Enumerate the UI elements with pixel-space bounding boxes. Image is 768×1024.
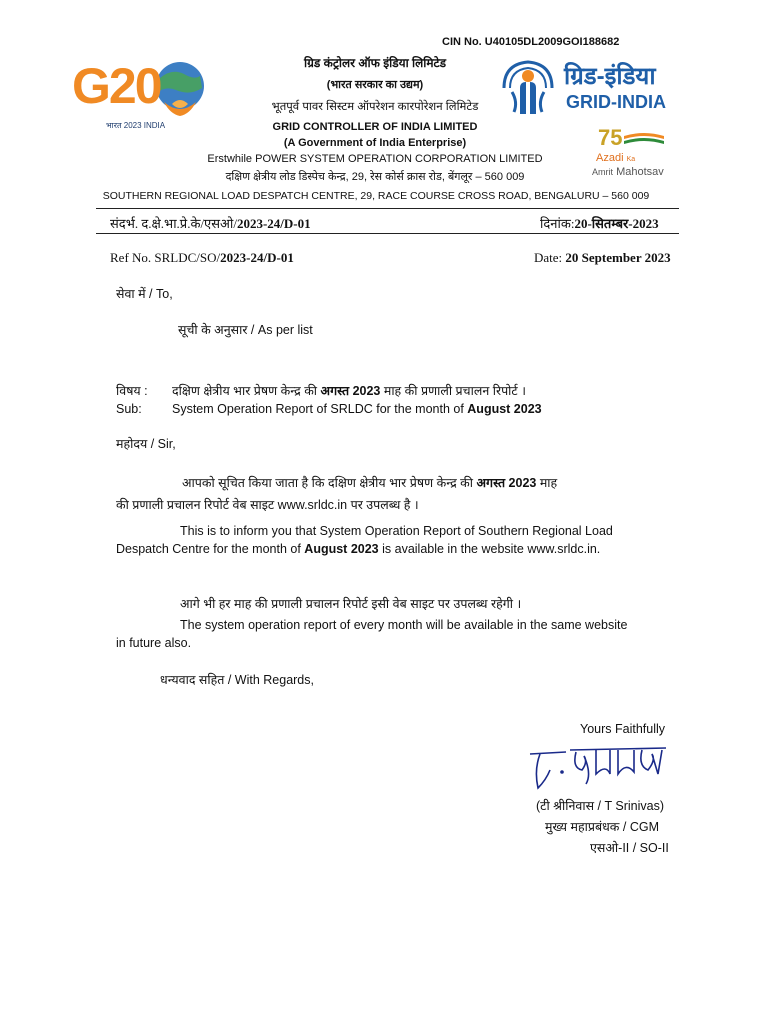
- hindi-para1-bold: अगस्त 2023: [476, 476, 537, 490]
- subject-label: Sub:: [116, 402, 142, 416]
- signature: [526, 740, 676, 796]
- g20-subtitle: भारत 2023 INDIA: [106, 121, 166, 130]
- hindi-subject: [172, 383, 526, 400]
- reference-divider: [96, 233, 679, 234]
- header-hindi-former: भूतपूर्व पावर सिस्टम ऑपरेशन कारपोरेशन लिमिटेड: [271, 101, 479, 113]
- para1-line2-bold: August 2023: [304, 542, 379, 556]
- flag-stripes-icon: [624, 132, 664, 148]
- hindi-date: 20-सितम्बर-2023: [574, 216, 659, 231]
- hindi-subject-bold: अगस्त 2023: [320, 384, 381, 398]
- azadi-line1: [596, 152, 635, 164]
- recipient-line: सूची के अनुसार / As per list: [178, 323, 313, 337]
- ref-label: Ref No. SRLDC/SO/: [110, 250, 221, 265]
- amrit-word: Amrit: [592, 167, 613, 177]
- salutation: महोदय / Sir,: [116, 437, 176, 451]
- g20-text: G20: [72, 58, 161, 114]
- hindi-reference-line: [110, 214, 311, 232]
- mahotsav-word: Mahotsav: [616, 166, 664, 178]
- header-enterprise: (A Government of India Enterprise): [283, 137, 467, 149]
- paragraph-2-line-1: The system operation report of every month will be available in the same website: [180, 618, 628, 632]
- header-company-name: GRID CONTROLLER OF INDIA LIMITED: [272, 121, 478, 133]
- header-address: SOUTHERN REGIONAL LOAD DESPATCH CENTRE, 29, RACE COURSE CROSS ROAD, BENGALURU – 560 009: [102, 190, 650, 202]
- regards-line: धन्यवाद सहित / With Regards,: [160, 673, 314, 687]
- signatory-name: (टी श्रीनिवास / T Srinivas): [536, 799, 664, 813]
- to-line: सेवा में / To,: [116, 287, 173, 301]
- subject: [172, 401, 542, 418]
- hindi-para1-pre: आपको सूचित किया जाता है कि दक्षिण क्षेत्रीय भार प्रेषण केन्द्र की: [182, 476, 477, 490]
- grid-india-logo: [500, 58, 690, 118]
- grid-india-hindi: ग्रिड-इंडिया: [564, 63, 656, 90]
- ka-word: Ka: [626, 156, 636, 163]
- ref-number: 2023-24/D-01: [220, 250, 294, 265]
- header-hindi-company: ग्रिड कंट्रोलर ऑफ इंडिया लिमिटेड: [303, 56, 447, 70]
- grid-india-english: GRID-INDIA: [566, 92, 666, 112]
- para1-line2-pre: Despatch Centre for the month of: [116, 542, 305, 556]
- closing-line: Yours Faithfully: [580, 722, 665, 736]
- azadi-ka-amrit-mahotsav-logo: [590, 126, 690, 186]
- hindi-paragraph-2: आगे भी हर माह की प्रणाली प्रचालन रिपोर्ट इसी वेब साइट पर उपलब्ध रहेगी ।: [180, 597, 522, 611]
- paragraph-2-line-2: in future also.: [116, 636, 192, 650]
- hindi-subject-post: माह की प्रणाली प्रचालन रिपोर्ट ।: [380, 384, 526, 398]
- date-value: 20 September 2023: [565, 250, 671, 265]
- subject-pre: System Operation Report of SRLDC for the month of: [172, 402, 468, 416]
- hindi-paragraph-1-line-2: की प्रणाली प्रचालन रिपोर्ट वेब साइट www.srldc.in पर उपलब्ध है ।: [116, 498, 419, 512]
- paragraph-1-line-1: This is to inform you that System Operation Report of Southern Regional Load: [180, 524, 613, 538]
- azadi-75: 75: [598, 125, 623, 150]
- signature-ink-icon: [526, 740, 676, 796]
- header-hindi-address: दक्षिण क्षेत्रीय लोड डिस्पेच केन्द्र, 29, रेस कोर्स क्रास रोड, बेंगलूर – 560 009: [225, 171, 525, 183]
- hindi-paragraph-1-line-1: [182, 475, 557, 492]
- hindi-date-line: [540, 214, 659, 232]
- hindi-ref-number: 2023-24/D-01: [236, 216, 311, 231]
- header-hindi-enterprise: (भारत सरकार का उद्यम): [326, 79, 424, 91]
- cin-number: CIN No. U40105DL2009GOI188682: [442, 36, 620, 48]
- azadi-word: Azadi: [596, 152, 624, 164]
- reference-line: [110, 250, 294, 266]
- para1-line2-post: is available in the website www.srldc.in.: [378, 542, 601, 556]
- grid-india-emblem-icon: [500, 58, 556, 118]
- date-label: Date:: [534, 250, 566, 265]
- hindi-subject-label: विषय :: [116, 384, 148, 398]
- paragraph-1-line-2: [116, 541, 600, 558]
- hindi-subject-pre: दक्षिण क्षेत्रीय भार प्रेषण केन्द्र की: [172, 384, 321, 398]
- hindi-date-label: दिनांक:: [540, 216, 575, 231]
- hindi-para1-post: माह: [536, 476, 558, 490]
- signatory-designation: मुख्य महाप्रबंधक / CGM: [545, 820, 659, 834]
- hindi-ref-label: संदर्भ. द.क्षे.भा.प्रे.के/एसओ/: [110, 216, 237, 231]
- date-line: [534, 250, 671, 266]
- header-former-name: Erstwhile POWER SYSTEM OPERATION CORPORATION LIMITED: [207, 153, 543, 165]
- signatory-department: एसओ-II / SO-II: [590, 841, 669, 855]
- header-divider: [96, 208, 679, 209]
- azadi-line2: [592, 166, 664, 178]
- subject-bold: August 2023: [467, 402, 542, 416]
